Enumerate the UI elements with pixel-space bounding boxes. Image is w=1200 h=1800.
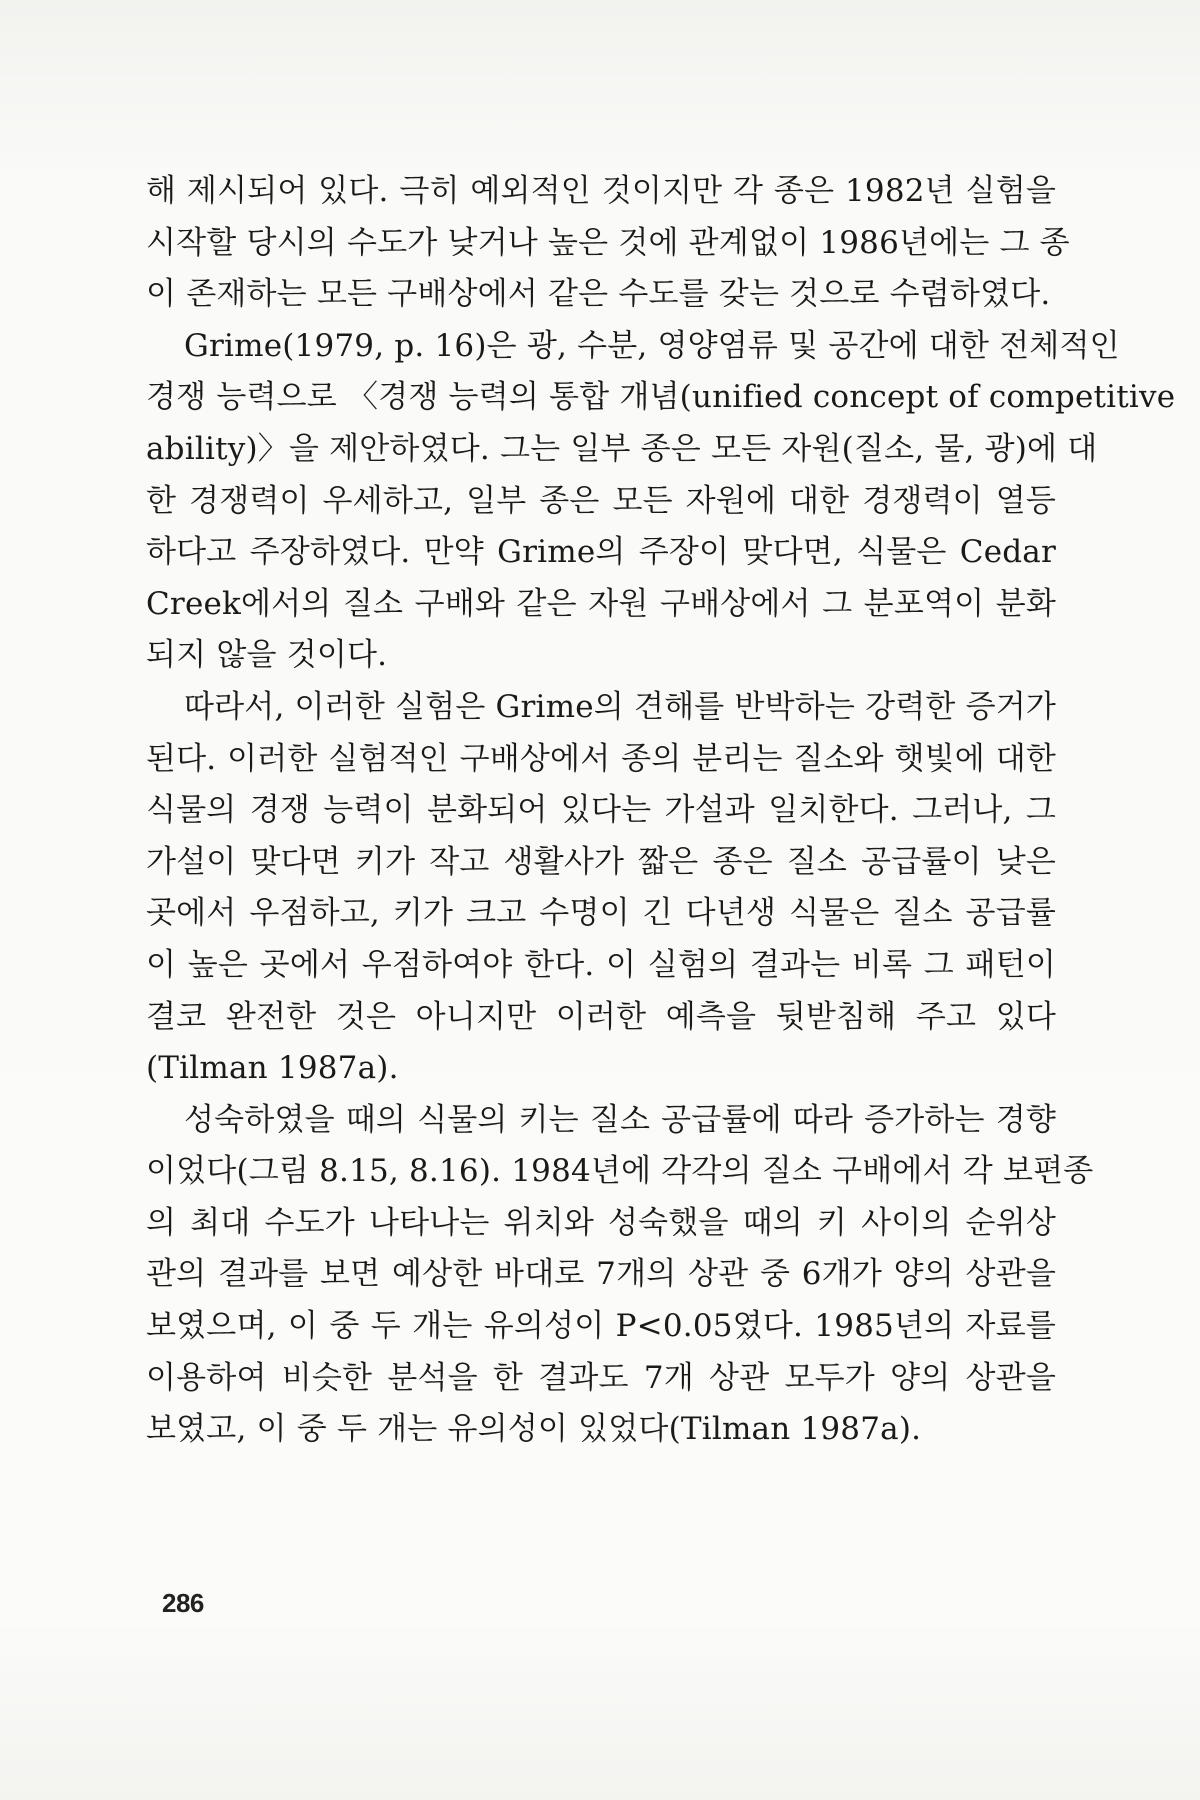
text-line: ability)〉을 제안하였다. 그는 일부 종은 모든 자원(질소, 물, 광)에 대 [146, 430, 1098, 467]
paragraph [146, 321, 1176, 682]
text-line: 이었다(그림 8.15, 8.16). 1984년에 각각의 질소 구배에서 각 보편종 [146, 1153, 1094, 1190]
text-line: 경쟁 능력으로 〈경쟁 능력의 통합 개념(unified concept of competitive [146, 379, 1176, 416]
text-line: 이용하여 비슷한 분석을 한 결과도 7개 상관 모두가 양의 상관을 [146, 1359, 1056, 1396]
text-line: 되지 않을 것이다. [146, 637, 388, 674]
text-line: 이 존재하는 모든 구배상에서 같은 수도를 갖는 것으로 수렴하였다. [146, 276, 1051, 313]
text-line: 따라서, 이러한 실험은 Grime의 견해를 반박하는 강력한 증거가 [184, 688, 1057, 725]
text-line: 보였으며, 이 중 두 개는 유의성이 P<0.05였다. 1985년의 자료를 [146, 1308, 1056, 1345]
text-line: (Tilman 1987a). [146, 1050, 399, 1087]
page-number: 286 [162, 1588, 204, 1618]
text-line: 성숙하였을 때의 식물의 키는 질소 공급률에 따라 증가하는 경향 [184, 1101, 1056, 1138]
body-text [146, 166, 1176, 1456]
text-line: 의 최대 수도가 나타나는 위치와 성숙했을 때의 키 사이의 순위상 [146, 1204, 1056, 1241]
text-line: 된다. 이러한 실험적인 구배상에서 종의 분리는 질소와 햇빛에 대한 [146, 740, 1056, 777]
text-line: 관의 결과를 보면 예상한 바대로 7개의 상관 중 6개가 양의 상관을 [146, 1256, 1056, 1293]
paragraph [146, 682, 1056, 1095]
text-line: 시작할 당시의 수도가 낮거나 높은 것에 관계없이 1986년에는 그 종 [146, 224, 1070, 261]
text-line: Grime(1979, p. 16)은 광, 수분, 영양염류 및 공간에 대한 전체적인 [184, 327, 1120, 364]
text-line: 곳에서 우점하고, 키가 크고 수명이 긴 다년생 식물은 질소 공급률 [146, 895, 1056, 932]
text-line: 식물의 경쟁 능력이 분화되어 있다는 가설과 일치한다. 그러나, 그 [146, 792, 1056, 829]
text-line: Creek에서의 질소 구배와 같은 자원 구배상에서 그 분포역이 분화 [146, 585, 1056, 622]
text-line: 해 제시되어 있다. 극히 예외적인 것이지만 각 종은 1982년 실험을 [146, 173, 1056, 209]
paragraph [146, 166, 1070, 321]
text-line: 결코 완전한 것은 아니지만 이러한 예측을 뒷받침해 주고 있다 [146, 998, 1056, 1035]
text-line: 이 높은 곳에서 우점하여야 한다. 이 실험의 결과는 비록 그 패턴이 [146, 946, 1056, 983]
paragraph [146, 1095, 1094, 1456]
text-line: 한 경쟁력이 우세하고, 일부 종은 모든 자원에 대한 경쟁력이 열등 [146, 482, 1056, 519]
text-line: 보였고, 이 중 두 개는 유의성이 있었다(Tilman 1987a). [146, 1411, 922, 1448]
text-line: 가설이 맞다면 키가 작고 생활사가 짧은 종은 질소 공급률이 낮은 [146, 843, 1056, 880]
text-line: 하다고 주장하였다. 만약 Grime의 주장이 맞다면, 식물은 Cedar [146, 534, 1056, 571]
